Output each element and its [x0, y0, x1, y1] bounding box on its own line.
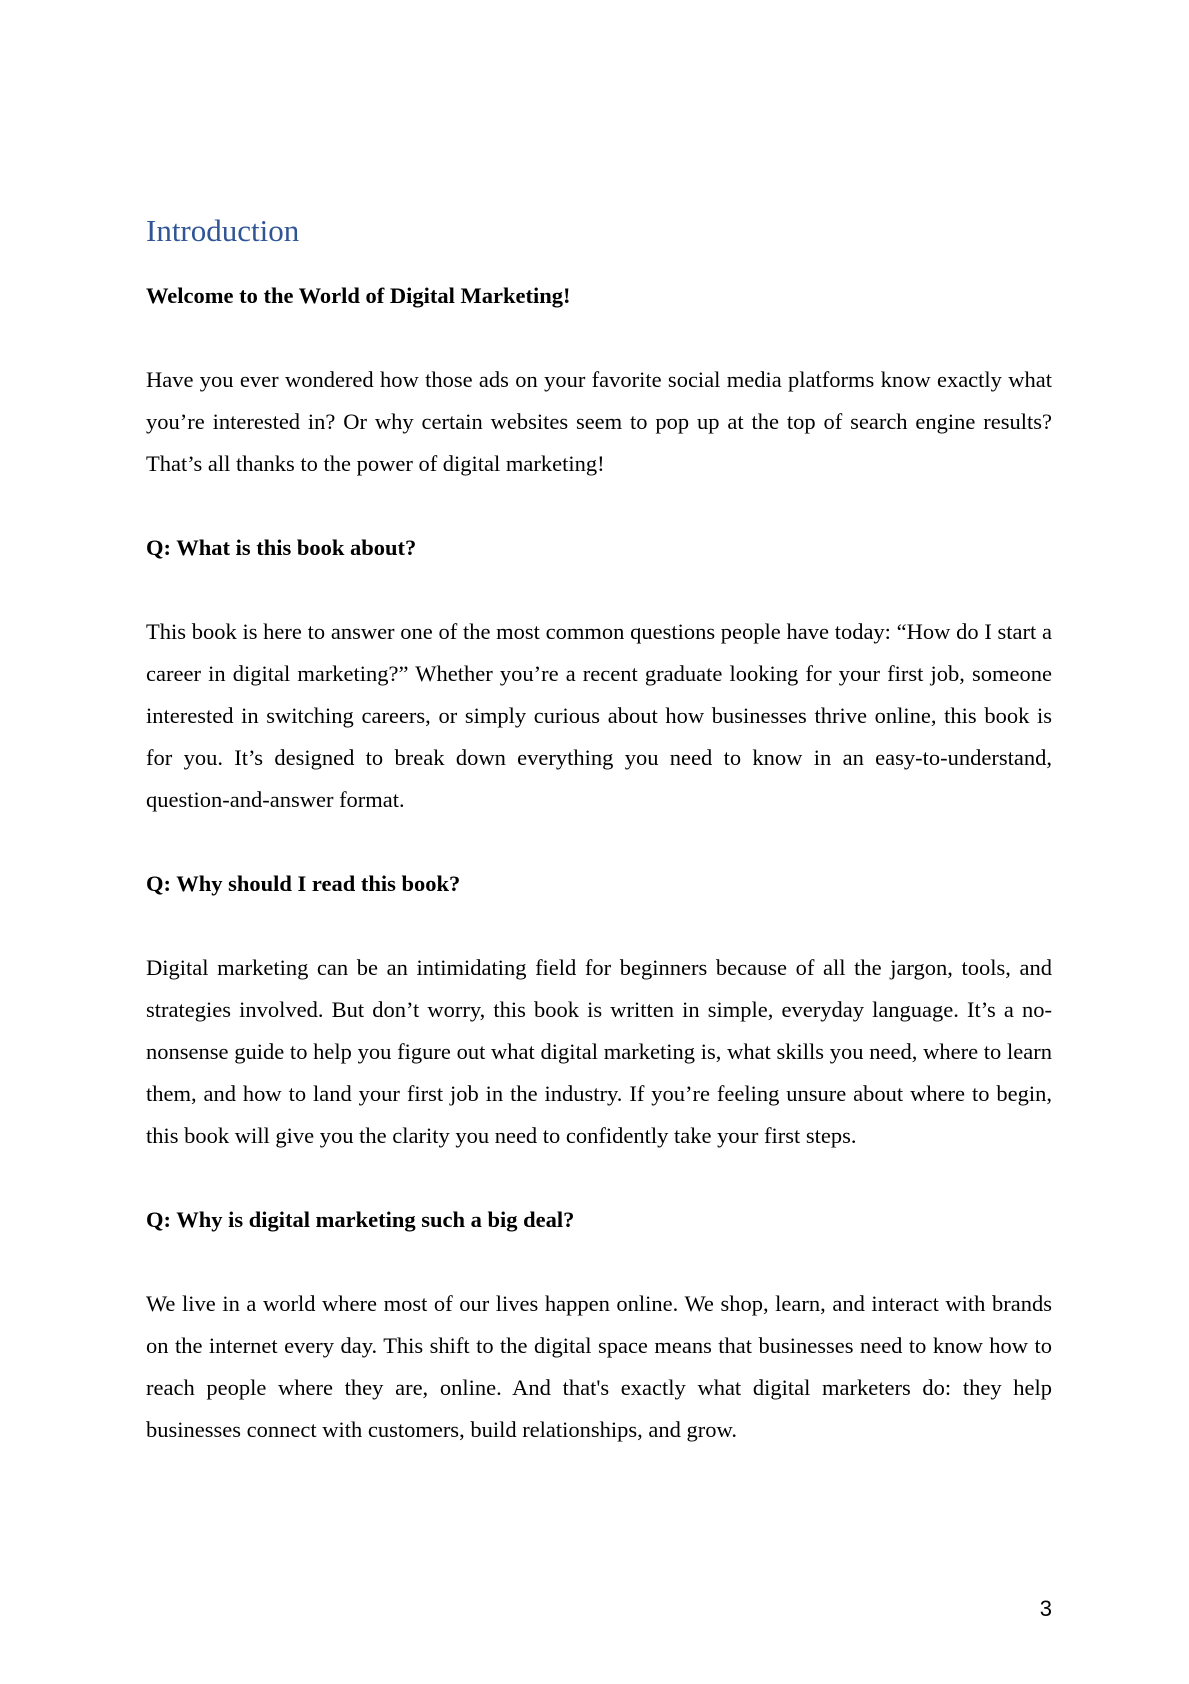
section-heading-what-is-book-about: Q: What is this book about?	[146, 535, 417, 560]
page-title: Introduction	[146, 213, 300, 248]
spacer	[146, 317, 1052, 359]
spacer	[146, 905, 1052, 947]
spacer	[146, 257, 1052, 275]
section-paragraph-what-is-book-about: This book is here to answer one of the most common questions people have today: “How do I start a career in digital marketing?” Whether you’re a recent graduate looking for your first job, someone interested in switching careers, or simply curious about how businesses thrive online, this book is for you. It’s designed to break down everything you need to know in an easy-to-understand, question-and-answer format.	[146, 619, 1052, 812]
page-number: 3	[1039, 1596, 1052, 1621]
spacer	[146, 821, 1052, 863]
section-heading-why-big-deal: Q: Why is digital marketing such a big deal?	[146, 1207, 575, 1232]
section-paragraph-why-big-deal: We live in a world where most of our lives happen online. We shop, learn, and interact with brands on the internet every day. This shift to the digital space means that businesses need to know how to reach people where they are, online. And that's exactly what digital marketers do: they help businesses connect with customers, build relationships, and grow.	[146, 1291, 1052, 1442]
section-heading-welcome: Welcome to the World of Digital Marketing!	[146, 283, 571, 308]
spacer	[146, 485, 1052, 527]
section-heading-why-read: Q: Why should I read this book?	[146, 871, 461, 896]
page-content	[146, 205, 1052, 1451]
spacer	[146, 1241, 1052, 1283]
spacer	[146, 1157, 1052, 1199]
spacer	[146, 569, 1052, 611]
section-paragraph-why-read: Digital marketing can be an intimidating field for beginners because of all the jargon, tools, and strategies involved. But don’t worry, this book is written in simple, everyday language. It’s a no-nonsense guide to help you figure out what digital marketing is, what skills you need, where to learn them, and how to land your first job in the industry. If you’re feeling unsure about where to begin, this book will give you the clarity you need to confidently take your first steps.	[146, 955, 1052, 1148]
section-paragraph-welcome: Have you ever wondered how those ads on your favorite social media platforms know exactly what you’re interested in? Or why certain websites seem to pop up at the top of search engine results? That’s all thanks to the power of digital marketing!	[146, 367, 1052, 476]
